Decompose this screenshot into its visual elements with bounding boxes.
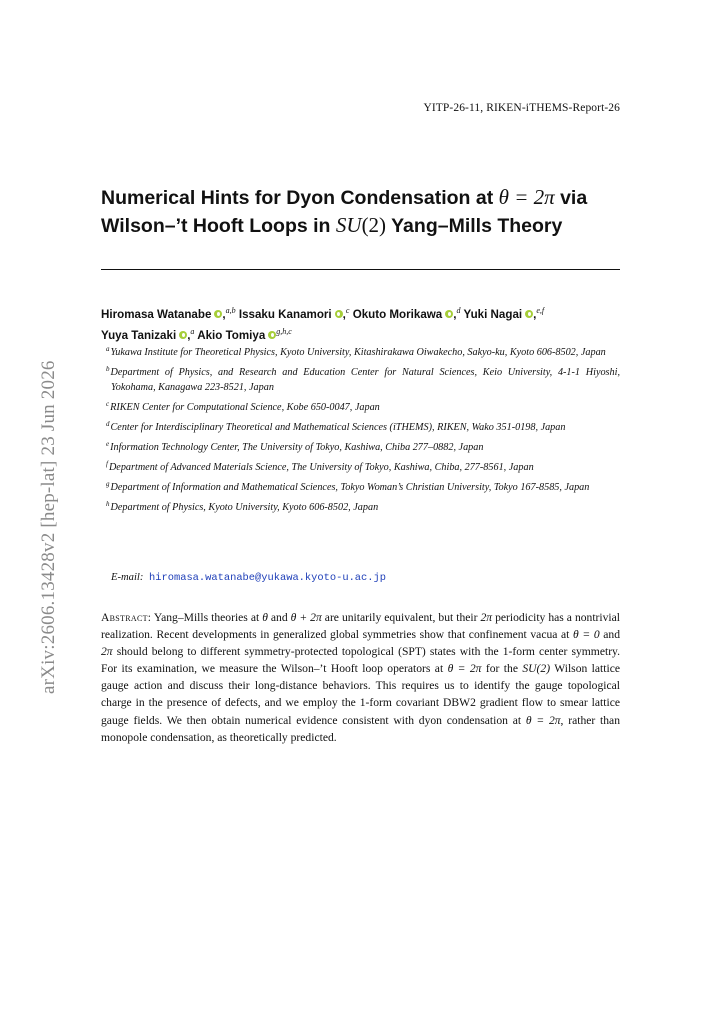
affiliation-text: Yukawa Institute for Theoretical Physics, Kyoto University, Kitashirakawa Oiwakecho, Sakyo-ku, Kyoto 606-8502, Japan [110,347,606,358]
affiliation-text: Department of Advanced Materials Science, The University of Tokyo, Kashiwa, Chiba, 277-8561, Japan [108,462,534,474]
title-line1-text: Numerical Hints for Dyon Condensation at [101,187,499,209]
abstract-math: θ = 2π [525,713,561,727]
author [239,308,350,321]
author-name: Akio Tomiya [197,329,266,342]
affiliation-item [106,497,620,515]
author-name: Yuki Nagai [463,308,523,321]
affiliation-mark: c [106,400,110,409]
abstract-text: and [267,611,291,624]
author [101,329,194,342]
author-affiliation-marks: a [190,327,195,336]
author-list [101,302,626,344]
author-separator: , [342,308,346,321]
title-line1-math: θ = 2π [498,185,555,209]
affiliation-text: Department of Information and Mathematical Sciences, Tokyo Woman’s Christian University, Tokyo 167-8585, Japan [110,482,590,494]
affiliation-mark: b [106,365,110,373]
abstract-math: 2π [101,645,113,659]
title-rule [101,269,620,270]
author [353,308,461,321]
author-name: Okuto Morikawa [352,308,443,321]
affiliation-item [106,362,620,395]
author-affiliation-marks: g,h,c [276,327,292,336]
abstract-text: periodicity has a nontrivial realization. Recent developments in generalized global symmetries show that confinement vacua at [101,611,621,642]
affiliation-mark: h [106,500,110,509]
abstract-text: Yang–Mills theories at [151,611,263,624]
affiliation-text: Center for Interdisciplinary Theoretical and Mathematical Sciences (iTHEMS), RIKEN, Wako 351-0198, Japan [110,422,566,434]
author-affiliation-marks: d [456,306,461,315]
author-affiliation-marks: c [345,306,350,315]
abstract-label: Abstract: [101,611,152,624]
author-separator: , [453,308,457,321]
author-separator: , [533,308,537,321]
author-name: Yuya Tanizaki [101,329,177,342]
arxiv-stamp: arXiv:2606.13428v2 [hep-lat] 23 Jun 2026 [38,360,59,694]
abstract-math: θ [262,611,268,624]
title-line2-math-italic: SU [335,213,362,237]
orcid-icon[interactable] [335,310,343,318]
title-line2-end: Yang–Mills Theory [386,215,563,237]
contact-email [111,572,386,584]
report-number: YITP-26-11, RIKEN-iTHEMS-Report-26 [423,102,620,114]
author [101,308,236,321]
abstract-text: should belong to different symmetry-protected topological (SPT) states with the 1-form center symmetry. For its examination, we measure the Wilson–’t Hooft loop operators at [101,645,620,676]
author [197,329,292,342]
abstract-math: θ = 2π [447,662,482,676]
abstract-math: θ = 0 [573,628,600,642]
author-separator: , [187,329,191,342]
paper-title [101,184,641,240]
abstract-text: Wilson lattice gauge action and discuss their long-distance behaviors. This requires us to identify the gauge topological charge in the presence of defects, and we employ the 1-form covariant DBW2 gradient flow to smear lattice gauge fields. We then obtain numerical evidence consistent with dyon condensation at [101,662,621,727]
abstract-text: and [599,628,620,642]
affiliation-item [106,342,620,360]
author-name: Hiromasa Watanabe [101,308,212,321]
affiliation-mark: f [106,460,108,469]
author-affiliation-marks: a,b [225,306,236,315]
affiliation-mark: d [106,420,110,429]
affiliation-item [106,477,620,495]
affiliation-mark: e [106,440,110,449]
affiliation-mark: a [106,345,110,353]
affiliation-text: Department of Physics, and Research and Education Center for Natural Sciences, Keio University, 4-1-1 Hiyoshi, Yokohama, Kanagawa 223-8521, Japan [110,367,620,394]
email-label: E-mail: [111,572,144,583]
abstract-text: for the [481,662,523,676]
orcid-icon[interactable] [268,331,276,339]
orcid-icon[interactable] [179,331,187,339]
email-address-link[interactable]: hiromasa.watanabe@yukawa.kyoto-u.ac.jp [149,572,386,584]
author-name: Issaku Kanamori [238,308,332,321]
abstract-math: 2π [480,611,493,624]
abstract-math: θ + 2π [290,611,322,624]
title-line2-text: Wilson–’t Hooft Loops in [101,215,336,237]
author-affiliation-marks: e,f [536,306,545,315]
affiliation-item [106,457,620,475]
title-line2-math-paren: (2) [361,213,387,237]
affiliation-text: RIKEN Center for Computational Science, Kobe 650-0047, Japan [110,402,380,414]
title-line1-end: via [554,187,588,209]
orcid-icon[interactable] [525,310,533,318]
affiliation-text: Information Technology Center, The University of Tokyo, Kashiwa, Chiba 277–0882, Japan [110,442,484,454]
abstract-text: are unitarily equivalent, but their [321,611,481,624]
affiliation-item [106,397,620,415]
author [463,308,544,321]
author-separator: , [222,308,226,321]
abstract-math: SU(2) [522,662,551,676]
affiliation-text: Department of Physics, Kyoto University, Kyoto 606-8502, Japan [110,502,379,514]
abstract-text: , rather than monopole condensation, as theoretically predicted. [101,713,620,744]
affiliation-item [106,417,620,435]
affiliation-list [106,342,620,517]
title-line2-math [336,213,386,237]
affiliation-item [106,437,620,455]
abstract [101,609,620,746]
affiliation-mark: g [106,480,110,489]
